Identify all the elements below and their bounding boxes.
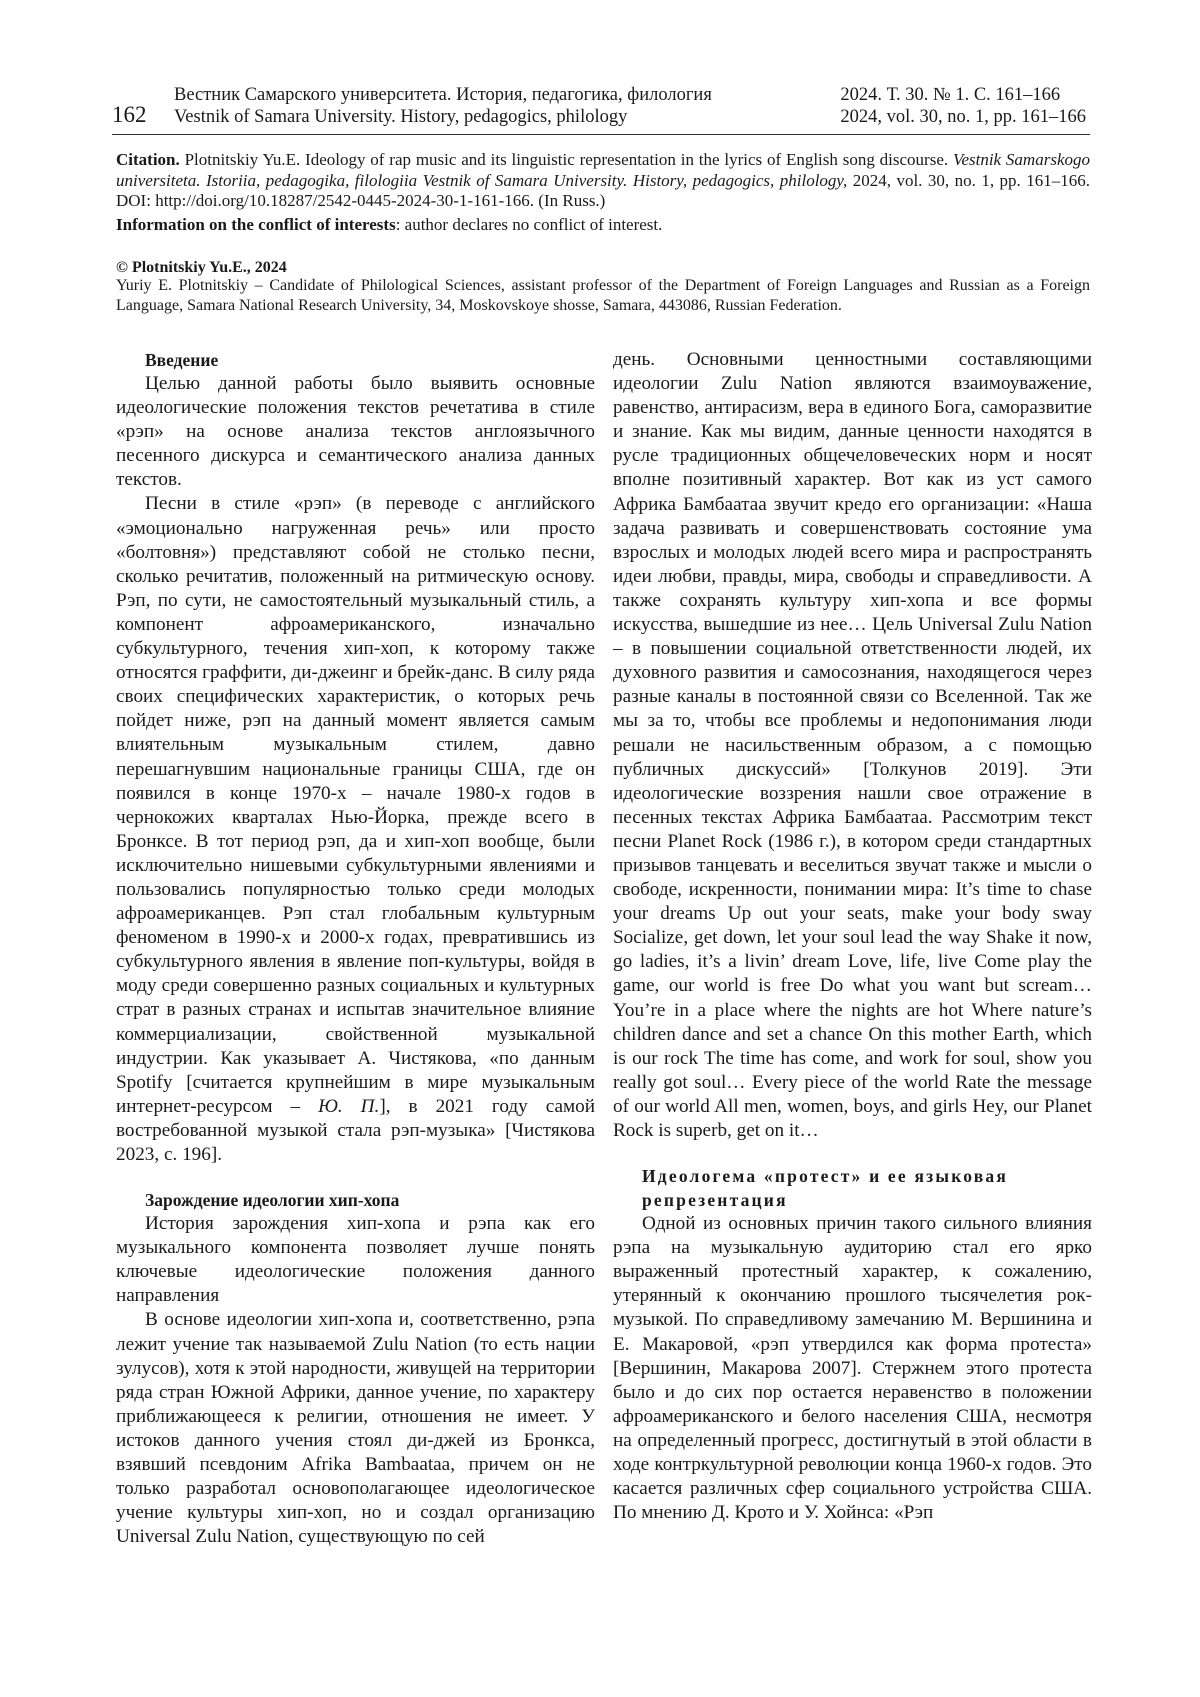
paragraph: Целью данной работы было выявить основные идеологические положения текстов речетатива в стиле «рэп» на основе анализа текстов англоязычного песенного дискурса и семантического анализа данных текстов. xyxy=(116,373,595,491)
author-info: Yuriy E. Plotnitskiy – Candidate of Philological Sciences, assistant professor of the Department of Foreign Languages and Russian as a Foreign Language, Samara National Research University, 34, Moskovskoye shosse, Samara, 443086, Russian Federation. xyxy=(116,277,1090,314)
issue-info xyxy=(840,84,1086,128)
journal-title-ru: Вестник Самарского университета. История, педагогика, филология xyxy=(174,85,712,105)
journal-title xyxy=(174,84,712,128)
issue-info-en: 2024, vol. 30, no. 1, pp. 161–166 xyxy=(840,107,1086,127)
section-heading-protest: Идеологема «протест» и ее языковая репрезентация xyxy=(642,1166,1009,1211)
copyright-line: © Plotnitskiy Yu.E., 2024 xyxy=(116,259,287,276)
conflict-statement xyxy=(116,215,1090,236)
page-number: 162 xyxy=(112,102,147,127)
paragraph-text: ], в 2021 году самой востребованной музыкой стала рэп-музыка» [Чистякова 2023, с. 196]. xyxy=(116,1095,595,1165)
author-initials: Ю. П. xyxy=(318,1095,380,1117)
paragraph: день. Основными ценностными составляющими идеологии Zulu Nation являются взаимоуважение, равенство, антирасизм, вера в единого Бога, саморазвитие и знание. Как мы видим, данные ценности находятся в русле традиционных общечеловеческих норм и носят вполне позитивный характер. Вот как из уст самого Африка Бамбаатаа звучит кредо его организации: «Наша задача развивать и совершенствовать состояние ума взрослых и молодых людей всего мира и распространять идеи любви, правды, мира, свободы и справедливости. А также сохранять культуру хип-хопа и все формы искусства, вышедшие из нее… Цель Universal Zulu Nation – в повышении социальной ответственности людей, их духовного развития и самосознания, находящегося через разные каналы в постоянной связи со Вселенной. Так же мы за то, чтобы все проблемы и недопонимания люди решали не насильственным образом, а с помощью публичных дискуссий» [Толкунов 2019]. Эти идеологические воззрения нашли свое отражение в песенных текстах Африка Бамбаатаа. Рассмотрим текст песни Planet Rock (1986 г.), в котором среди стандартных призывов танцевать и веселиться звучат также и мысли о свободе, искренности, понимании мира: It’s time to chase your dreams Up out your seats, make your body sway Socialize, get down, let your soul lead the way Shake it now, go ladies, it’s a livin’ dream Love, life, live Come play the game, our world is free Do what you want but scream… You’re in a place where the nights are hot Where nature’s children dance and set a chance On this mother Earth, which is our rock The time has come, and work for soul, show you really got soul… Every piece of the world Rate the message of our world All men, women, boys, and girls Hey, our Planet Rock is superb, get on it… xyxy=(613,349,1092,1141)
running-header xyxy=(112,84,1090,135)
citation-text: Plotnitskiy Yu.E. Ideology of rap music and its linguistic representation in the lyrics of English song discourse. xyxy=(179,150,953,169)
citation-block xyxy=(116,150,1090,212)
left-column xyxy=(116,348,595,1549)
citation-journal: Vestnik Samarskogo universiteta. Istoriia, pedagogika, filologiia Vestnik of Samara University. History, pedagogics, philology, xyxy=(116,150,1090,190)
citation-label: Citation. xyxy=(116,150,180,169)
journal-title-en: Vestnik of Samara University. History, pedagogics, philology xyxy=(174,107,628,127)
section-heading-origin: Зарождение идеологии хип-хопа xyxy=(145,1190,400,1211)
conflict-label: Information on the conflict of interests xyxy=(116,215,396,234)
right-column xyxy=(613,348,1092,1525)
paragraph: История зарождения хип-хопа и рэпа как его музыкального компонента позволяет лучше понять ключевые идеологические положения данного направления xyxy=(116,1213,595,1307)
paragraph: Одной из основных причин такого сильного влияния рэпа на музыкальную аудиторию стал его ярко выраженный протестный характер, к сожалению, утерянный к окончанию прошлого тысячелетия рок-музыкой. По справедливому замечанию М. Вершинина и Е. Макаровой, «рэп утвердился как форма протеста» [Вершинин, Макарова 2007]. Стержнем этого протеста было и до сих пор остается неравенство в положении афроамериканского и белого населения США, несмотря на определенный прогресс, достигнутый в этой области в ходе контркультурной революции конца 1960-х годов. Это касается различных сфер социального устройства США. По мнению Д. Крото и У. Хойнса: «Рэп xyxy=(613,1213,1092,1524)
citation-details: 2024, vol. 30, no. 1, pp. 161–166. DOI: http://doi.org/10.18287/2542-0445-2024-30-1-161-166. (In Russ.) xyxy=(116,170,1090,210)
paragraph: В основе идеологии хип-хопа и, соответственно, рэпа лежит учение так называемой Zulu Nation (то есть нации зулусов), хотя к этой народности, живущей на территории ряда стран Южной Африки, данное учение, по характеру приближающееся к религии, отношения не имеет. У истоков данного учения стоял ди-джей из Бронкса, взявший псевдоним Afrika Bambaataa, причем он не только разработал основополагающее идеологическое учение культуры хип-хоп, но и создал организацию Universal Zulu Nation, существующую по сей xyxy=(116,1309,595,1548)
paragraph-text: Песни в стиле «рэп» (в переводе с английского «эмоционально нагруженная речь» или просто «болтовня») представляют собой не столько песни, сколько речитатив, положенный на ритмическую основу. Рэп, по сути, не самостоятельный музыкальный стиль, а компонент афроамериканского, изначально субкультурного, течения хип-хоп, к которому также относятся граффити, ди-джеинг и брейк-данс. В силу ряда своих специфических характеристик, о которых речь пойдет ниже, рэп на данный момент является самым влиятельным музыкальным стилем, давно перешагнувшим национальные границы США, где он появился в конце 1970-х – начале 1980-х годов в чернокожих кварталах Нью-Йорка, прежде всего в Бронксе. В тот период рэп, да и хип-хоп вообще, были исключительно нишевыми субкультурными явлениями и пользовались популярностью только среди молодых афроамериканцев. Рэп стал глобальным культурным феноменом в 1990-х и 2000-х годах, превратившись из субкультурного явления в явление поп-культуры, войдя в моду среди совершенно разных социальных и культурных страт в разных странах и испытав значительное влияние коммерциализации, свойственной музыкальной индустрии. Как указывает А. Чистякова, «по данным Spotify [считается крупнейшим в мире музыкальным интернет-ресурсом – xyxy=(116,493,595,1117)
section-heading-introduction: Введение xyxy=(145,350,219,370)
conflict-text: : author declares no conflict of interest. xyxy=(395,215,663,234)
issue-info-ru: 2024. Т. 30. № 1. С. 161–166 xyxy=(840,85,1061,105)
paragraph xyxy=(116,492,595,1167)
